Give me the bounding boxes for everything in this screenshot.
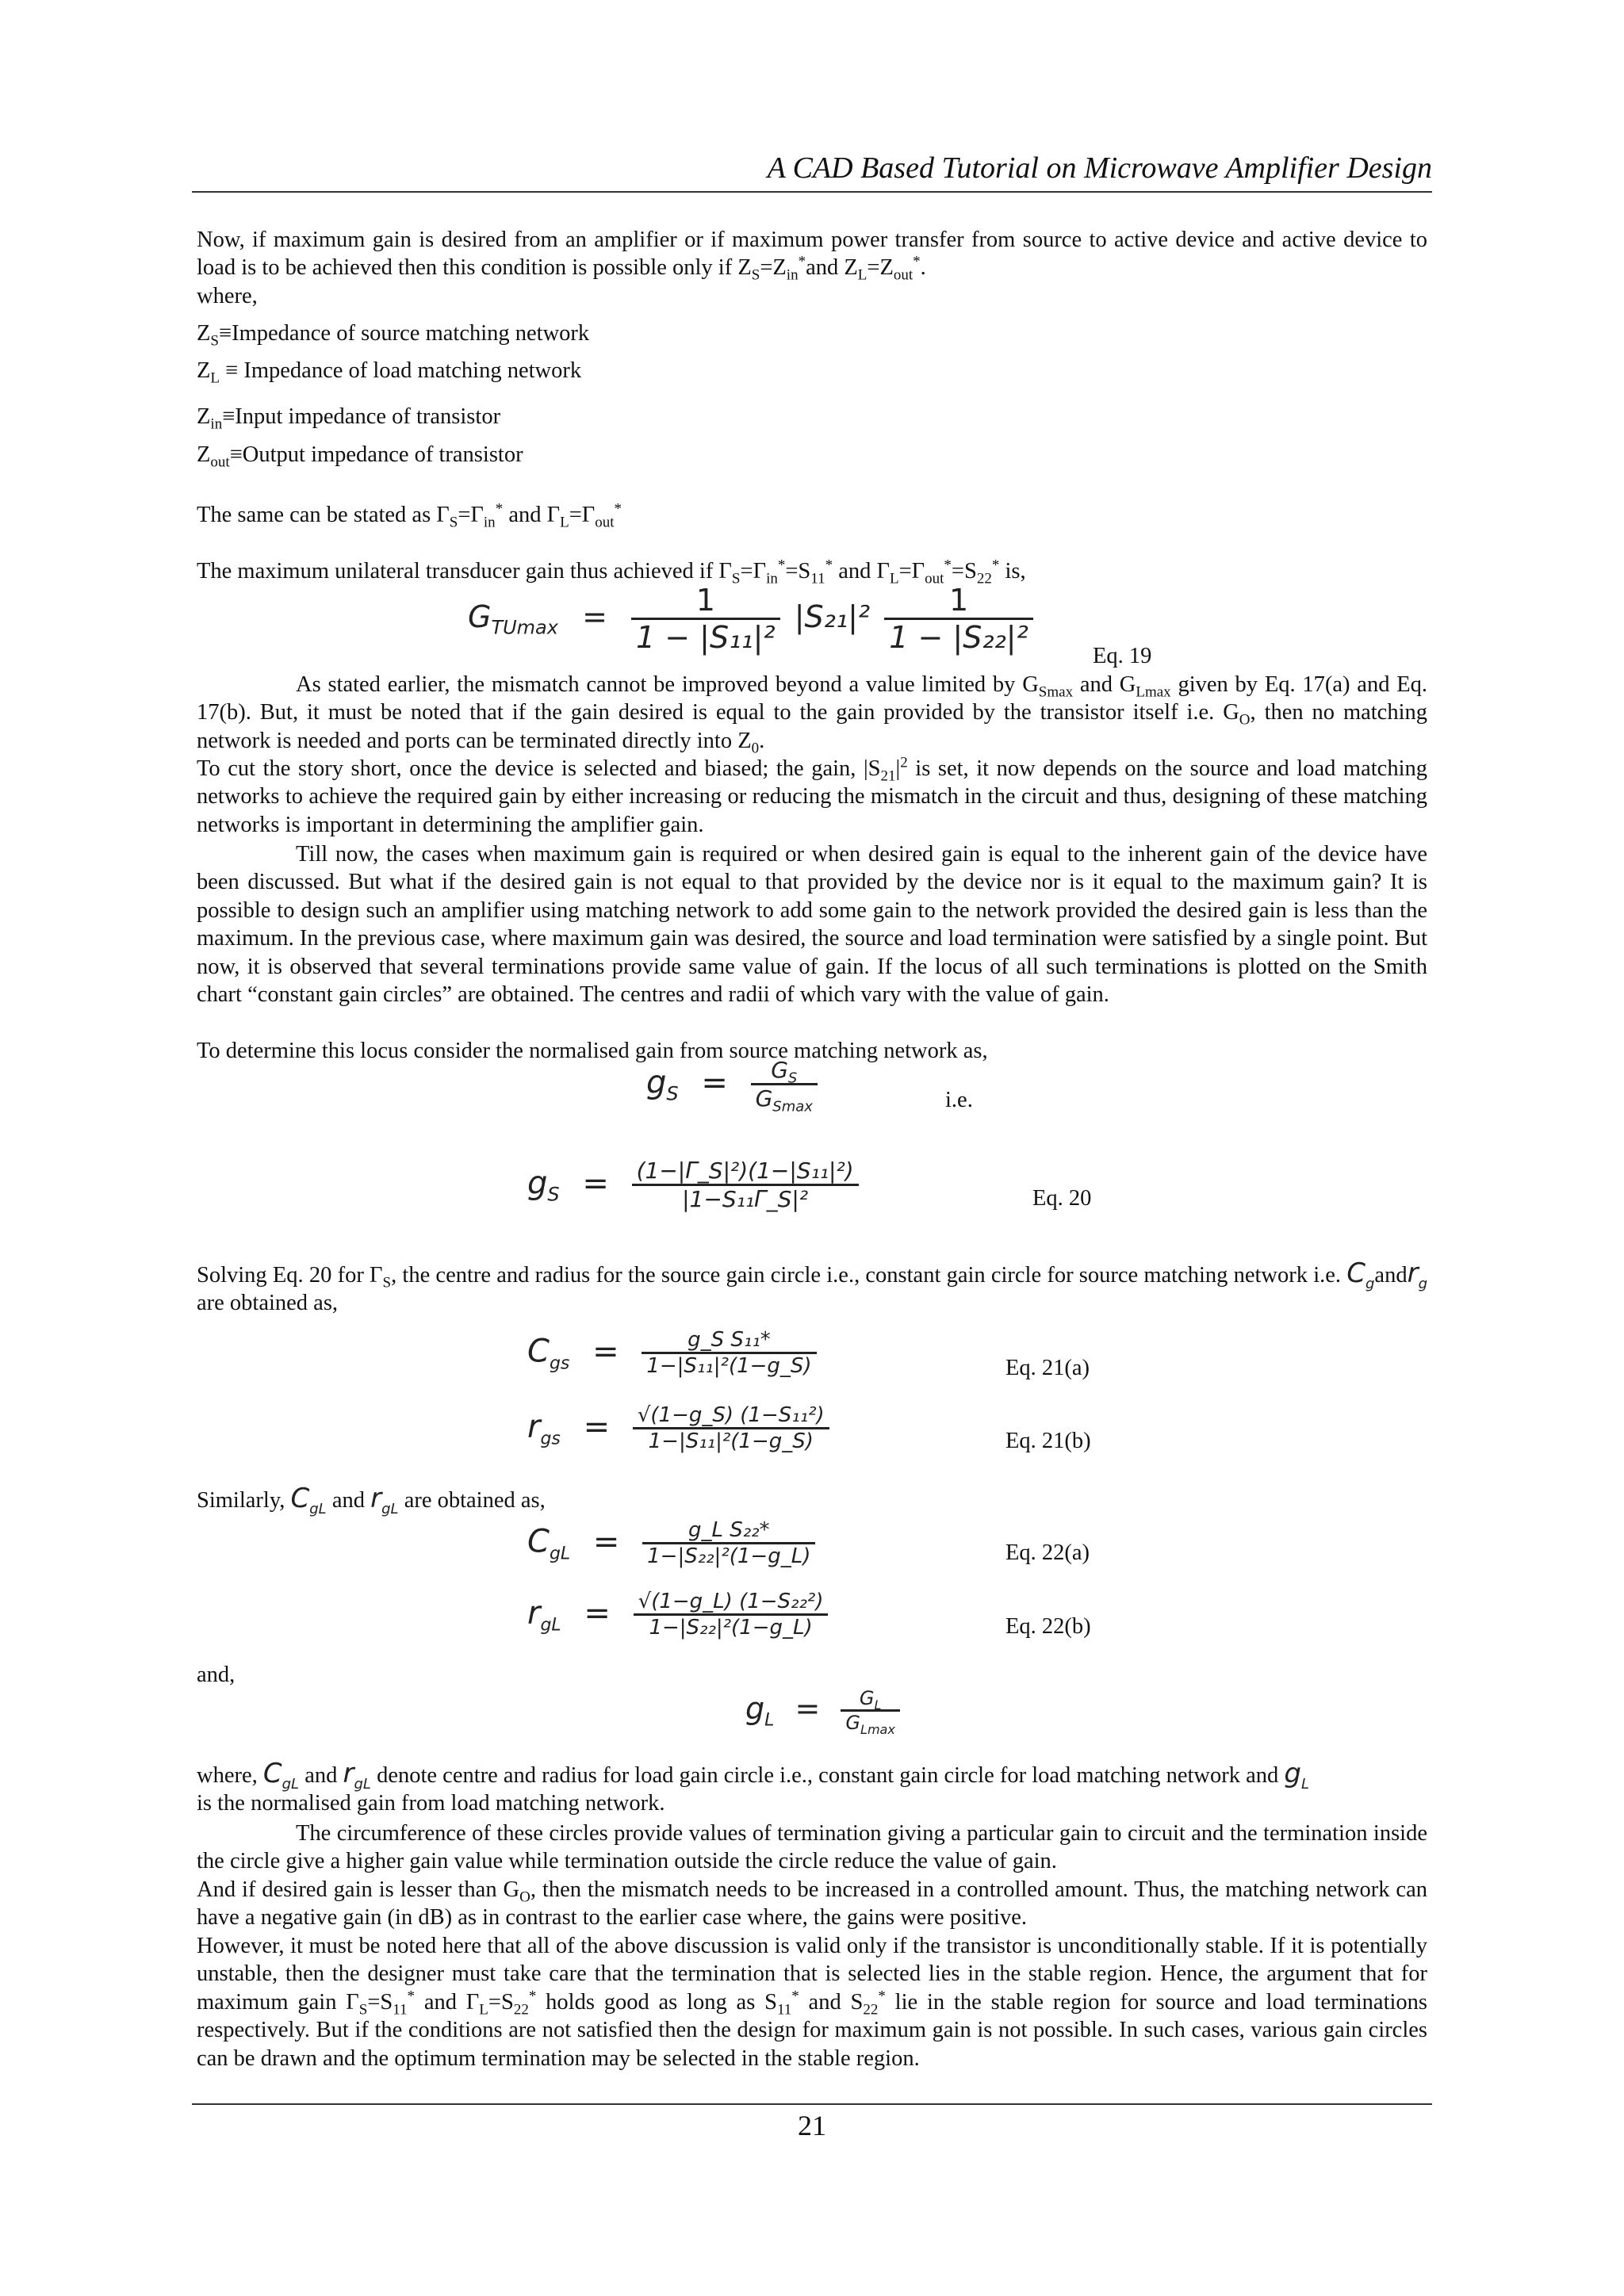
cgs-symbol-inline: $C_g$ xyxy=(1346,1257,1375,1292)
paragraph-story-short: To cut the story short, once the device is selected and biased; the gain, $|S_{21}|^2$ is set, it now depends on the source and load matching networks to achieve the required gain by either increasing or reducing the mismatch in the circuit and thus, designing of these matching networks is important in determining the amplifier gain. xyxy=(197,754,1427,837)
paragraph-normalised-gain: To determine this locus consider the normalised gain from source matching network as, xyxy=(197,1039,988,1063)
equation-21a-label: Eq. 21(a) xyxy=(1005,1356,1090,1380)
ie-label: i.e. xyxy=(945,1088,973,1112)
equation-22a-label: Eq. 22(a) xyxy=(1005,1540,1090,1565)
equation-20-label: Eq. 20 xyxy=(1032,1186,1092,1211)
definition-zin: $Z_{in}\equiv Input$ impedance of transistor xyxy=(197,404,501,433)
paragraph-circumference: The circumference of these circles provide values of termination giving a particular gain to circuit and the termination inside the circle give a higher gain value while termination outside the circle reduce the value of gain. xyxy=(197,1821,1427,1874)
cgl-symbol-where: $C_{gL}$ xyxy=(262,1758,300,1793)
equation-20: $g_S$ = $\frac{\text{(1−|Γ\_S|²)(1−|S₁₁|²)}}{\text{|1−S₁₁Γ\_S|²}}$ xyxy=(527,1158,859,1212)
paragraph-constant-gain-circles: Till now, the cases when maximum gain is required or when desired gain is equal to the inherent gain of the device have been discussed. But what if the desired gain is not equal to that provided by the device nor is it equal to the maximum gain? It is possible to design such an amplifier using matching network to add some gain to the network provided the desired gain is less than the maximum. In the previous case, where maximum gain was desired, the source and load termination were satisfied by a single point. But now, it is observed that several terminations provide same value of gain. If the locus of all such terminations is plotted on the Smith chart “constant gain circles” are obtained. The centres and radii of which vary with the value of gain. xyxy=(197,842,1427,1008)
gl-symbol-where: $g_L$ xyxy=(1284,1758,1310,1793)
paragraph-solving-eq20: Solving Eq. 20 for $\Gamma_S$, the centre and radius for the source gain circle i.e., constant gain circle for source matching network i.e. $C_gandr_g$ are obtained as, xyxy=(197,1257,1427,1316)
running-header: A CAD Based Tutorial on Microwave Amplifier Design xyxy=(767,151,1432,185)
max-unilateral-line: The maximum unilateral transducer gain thus achieved if $\Gamma_S=\Gamma_{in}^*=S_{11}^*$ and $\Gamma_L=\Gamma_{out}^*=S_{22}^*$ is, xyxy=(197,557,1026,587)
and-label: and, xyxy=(197,1663,236,1687)
equation-gs-definition: $g_S$ = $\frac{G_S}{G_{Smax}}$ xyxy=(646,1057,818,1112)
equation-22a: $C_{gL}$ = $\frac{\text{g\_L S₂₂*}}{\text{1−|S₂₂|²(1−g\_L)}}$ xyxy=(527,1518,815,1568)
equation-21b-label: Eq. 21(b) xyxy=(1005,1429,1091,1453)
paragraph-lesser-gain: And if desired gain is lesser than $G_O$, then the mismatch needs to be increased in a controlled amount. Thus, the matching network can have a negative gain (in dB) as in contrast to the earlier case where, the gains were positive. xyxy=(197,1877,1427,1931)
equation-21a: $C_{gs}$ = $\frac{\text{g\_S S₁₁*}}{\text{1−|S₁₁|²(1−g\_S)}}$ xyxy=(527,1328,817,1378)
paragraph-mismatch-limit: As stated earlier, the mismatch cannot be improved beyond a value limited by $G_{Smax}$ and $G_{Lmax}$ given by Eq. 17(a) and Eq. 17(b). But, it must be noted that if the gain desired is equal to the gain provided by the transistor itself i.e. $G_O$, then no matching network is needed and ports can be terminated directly into $Z_0$. xyxy=(197,672,1428,757)
where-label: where, xyxy=(197,284,258,308)
equation-22b: $r_{gL}$ = $\frac{\text{√(1−g\_L) (1−S₂₂²)}}{\text{1−|S₂₂|²(1−g\_L)}}$ xyxy=(527,1590,828,1640)
footer-rule xyxy=(192,2103,1432,2105)
similarly-line: Similarly, $C_{gL}$ and $r_{gL}$ are obtained as, xyxy=(197,1483,546,1517)
rgs-symbol-inline: $r_g$ xyxy=(1407,1257,1427,1292)
rgl-symbol-inline: $r_{gL}$ xyxy=(370,1483,399,1517)
equation-gl-definition: $g_L$ = $\frac{G_L}{G_{Lmax}}$ xyxy=(745,1687,900,1734)
equation-22b-label: Eq. 22(b) xyxy=(1005,1614,1091,1639)
equation-21b: $r_{gs}$ = $\frac{\text{√(1−g\_S) (1−S₁₁²)}}{\text{1−|S₁₁|²(1−g\_S)}}$ xyxy=(527,1403,829,1453)
same-stated-line: The same can be stated as $\Gamma_S=\Gamma_{in}^*$ and $\Gamma_L=\Gamma_{out}^*$ xyxy=(197,500,622,531)
page-number: 21 xyxy=(798,2110,826,2141)
paragraph-max-gain-condition: Now, if maximum gain is desired from an amplifier or if maximum power transfer from source to active device and active device to load is to be achieved then this condition is possible only if $Z_S=Z_{in}^*and$ $Z_L=Z_{out}^*$. xyxy=(197,228,1427,285)
paragraph-stability-note: However, it must be noted here that all of the above discussion is valid only if the transistor is unconditionally stable. If it is potentially unstable, then the designer must take care that the termination that is selected lies in the stable region. Hence, the argument that for maximum gain $\Gamma_S=S_{11}^*$ and $\Gamma_L=S_{22}^*$ holds good as long as $S_{11}^*$ and $S_{22}^*$ lie in the stable region for source and load terminations respectively. But if the conditions are not satisfied then the design for maximum gain is not possible. In such cases, various gain circles can be drawn and the optimum termination may be selected in the stable region. xyxy=(197,1934,1428,2071)
paragraph-where-load-circle: where, $C_{gL}$ and $r_{gL}$ denote centre and radius for load gain circle i.e., constant gain circle for load matching network and $g_L$ is the normalised gain from load matching network. xyxy=(197,1758,1310,1816)
definition-zl: $Z_L$ ≡ Impedance of load matching network xyxy=(197,358,582,387)
definition-zs: $Z_S\equiv Impedance$ of source matching network xyxy=(197,321,590,350)
rgl-symbol-where: $r_{gL}$ xyxy=(343,1758,371,1793)
cgl-symbol-inline: $C_{gL}$ xyxy=(290,1483,327,1517)
equation-19: $G_{TUmax}$ = $\frac{1}{\text{1 − |S₁₁|²}}$ |S₂₁|² $\frac{1}{\text{1 − |S₂₂|²}}$ xyxy=(468,583,1033,655)
equation-19-label: Eq. 19 xyxy=(1093,644,1152,668)
header-rule xyxy=(192,191,1432,193)
definition-zout: $Z_{out}\equiv Output$ impedance of transistor xyxy=(197,442,523,471)
